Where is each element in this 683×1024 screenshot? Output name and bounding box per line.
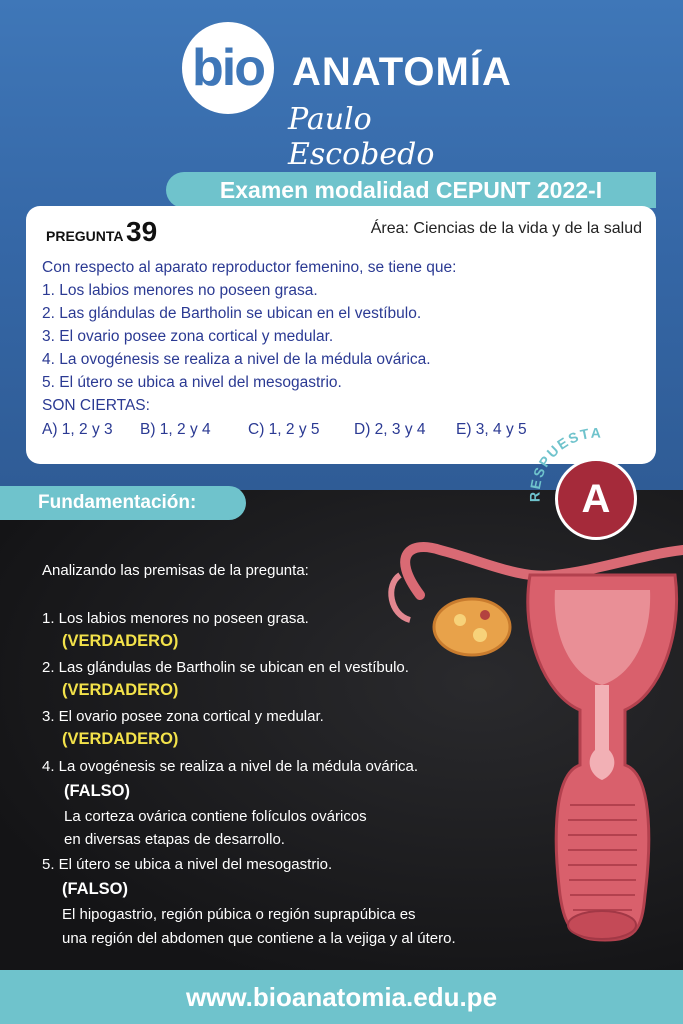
answer-letter: A bbox=[581, 476, 611, 521]
question-line: Con respecto al aparato reproductor femenino, se tiene que: bbox=[42, 259, 457, 276]
premise-text: 2. Las glándulas de Bartholin se ubican en el vestíbulo. bbox=[42, 659, 409, 676]
analysis-intro: Analizando las premisas de la pregunta: bbox=[42, 562, 309, 579]
exam-banner bbox=[166, 172, 656, 208]
logo-anatomia-text: ANATOMÍA bbox=[292, 50, 512, 94]
answer-badge bbox=[555, 458, 637, 540]
fundamentacion-title: Fundamentación: bbox=[38, 492, 197, 513]
footer bbox=[0, 970, 683, 1024]
premise-text: 4. La ovogénesis se realiza a nivel de la médula ovárica. bbox=[42, 758, 419, 775]
option-a: A) 1, 2 y 3 bbox=[42, 421, 113, 438]
logo-bio-text: bio bbox=[192, 39, 264, 97]
logo-circle bbox=[182, 22, 274, 114]
question-label: PREGUNTA bbox=[46, 228, 124, 244]
uterus-illustration bbox=[380, 535, 683, 955]
premise-verdict: (FALSO) bbox=[64, 782, 130, 800]
premise-verdict: (VERDADERO) bbox=[62, 730, 179, 748]
question-text bbox=[42, 256, 642, 417]
logo-author-text: Paulo Escobedo bbox=[288, 102, 435, 172]
question-line: 5. El útero se ubica a nivel del mesogastrio. bbox=[42, 374, 342, 391]
premise-explanation: La corteza ovárica contiene folículos ováricos bbox=[64, 808, 367, 825]
question-number: 39 bbox=[126, 216, 158, 247]
fundamentacion-banner bbox=[0, 486, 246, 520]
bioanatomia-logo bbox=[182, 22, 512, 172]
option-b: B) 1, 2 y 4 bbox=[140, 421, 211, 438]
question-line: 3. El ovario posee zona cortical y medular. bbox=[42, 328, 334, 345]
premise-verdict: (VERDADERO) bbox=[62, 632, 179, 650]
question-area: Área: Ciencias de la vida y de la salud bbox=[370, 220, 642, 237]
premise-text: 1. Los labios menores no poseen grasa. bbox=[42, 610, 309, 627]
premise-verdict: (FALSO) bbox=[62, 880, 128, 898]
premise-verdict: (VERDADERO) bbox=[62, 681, 179, 699]
premise-explanation: El hipogastrio, región púbica o región suprapúbica es bbox=[62, 906, 416, 923]
question-line: 4. La ovogénesis se realiza a nivel de la médula ovárica. bbox=[42, 351, 431, 368]
website-link[interactable]: www.bioanatomia.edu.pe bbox=[185, 981, 498, 1012]
question-line: SON CIERTAS: bbox=[42, 397, 150, 414]
option-d: D) 2, 3 y 4 bbox=[354, 421, 426, 438]
premise-explanation: una región del abdomen que contiene a la vejiga y al útero. bbox=[62, 930, 456, 947]
option-e: E) 3, 4 y 5 bbox=[456, 421, 527, 438]
option-c: C) 1, 2 y 5 bbox=[248, 421, 320, 438]
premise-explanation: en diversas etapas de desarrollo. bbox=[64, 831, 285, 848]
exam-title: Examen modalidad CEPUNT 2022-I bbox=[219, 176, 603, 203]
question-line: 2. Las glándulas de Bartholin se ubican en el vestíbulo. bbox=[42, 305, 422, 322]
question-line: 1. Los labios menores no poseen grasa. bbox=[42, 282, 318, 299]
premise-text: 5. El útero se ubica a nivel del mesogastrio. bbox=[42, 856, 333, 873]
respuesta-label: RESPUESTA bbox=[526, 424, 603, 503]
premise-text: 3. El ovario posee zona cortical y medular. bbox=[42, 708, 324, 725]
